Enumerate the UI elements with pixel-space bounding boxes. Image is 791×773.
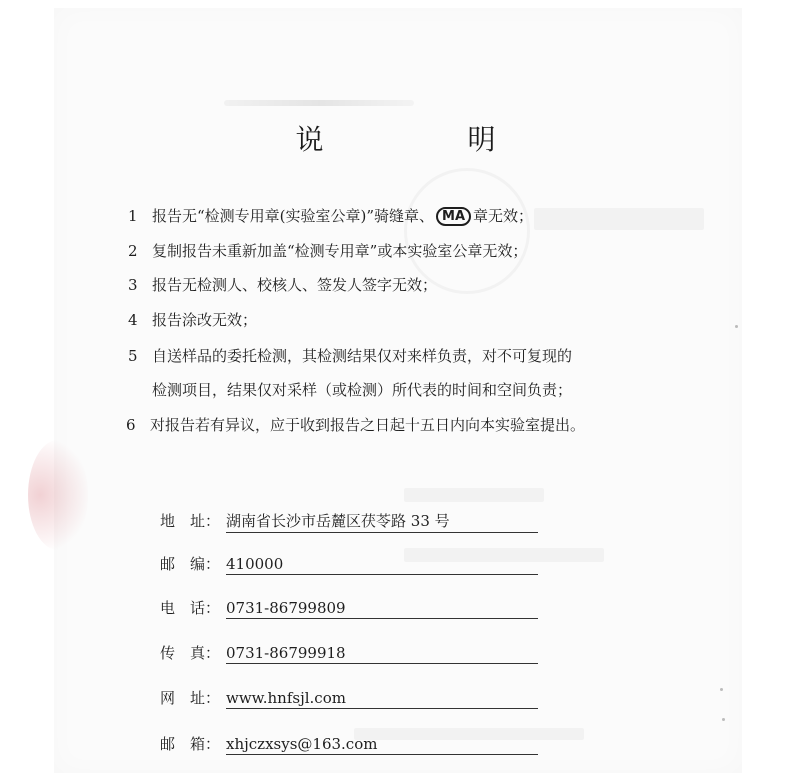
contact-postcode (160, 553, 538, 575)
bleed-through-mark (224, 100, 414, 106)
contact-label: 网 址： (160, 689, 221, 707)
note-item-3 (128, 274, 437, 295)
contact-address (160, 510, 538, 533)
note-text: 对报告若有异议，应于收到报告之日起十五日内向本实验室提出。 (150, 416, 586, 434)
contact-value: 0731-86799809 (226, 599, 538, 619)
note-number: 1 (128, 207, 138, 225)
note-text-suffix: 章无效； (473, 207, 534, 225)
note-number: 5 (128, 347, 138, 365)
scan-speck (720, 688, 723, 691)
note-item-1 (128, 205, 533, 226)
contact-label: 电 话： (160, 599, 221, 617)
page-title: 说 明 (295, 123, 554, 156)
contact-value: 0731-86799918 (226, 644, 538, 664)
note-text: 报告涂改无效； (152, 311, 258, 329)
contact-value: 410000 (226, 555, 538, 575)
note-text: 自送样品的委托检测，其检测结果仅对来样负责，对不可复现的 (152, 347, 573, 365)
cma-mark-icon: MA (436, 207, 471, 226)
note-number: 4 (128, 311, 138, 329)
contact-value: www.hnfsjl.com (226, 689, 538, 709)
note-text: 报告无检测人、校核人、签发人签字无效； (152, 276, 438, 294)
contact-phone (160, 597, 538, 619)
red-seal-stamp-edge (28, 440, 88, 550)
contact-value: 湖南省长沙市岳麓区茯苓路 33 号 (226, 510, 538, 533)
note-item-5-continuation (152, 379, 572, 400)
contact-label: 传 真： (160, 644, 221, 662)
contact-label: 地 址： (160, 512, 221, 530)
contact-website (160, 687, 538, 709)
contact-email (160, 733, 538, 755)
contact-fax (160, 642, 538, 664)
bleed-through-text (404, 488, 544, 502)
note-number: 6 (126, 416, 136, 434)
note-number: 2 (128, 242, 138, 260)
note-item-4 (128, 309, 257, 330)
note-item-2 (128, 240, 527, 261)
note-text: 报告无“检测专用章(实验室公章)”骑缝章、 (152, 207, 435, 225)
scan-speck (722, 718, 725, 721)
contact-label: 邮 编： (160, 555, 221, 573)
contact-value: xhjczxsys@163.com (226, 735, 538, 755)
note-item-6 (126, 414, 585, 435)
note-text: 复制报告未重新加盖“检测专用章”或本实验室公章无效； (152, 242, 528, 260)
note-number: 3 (128, 276, 138, 294)
note-item-5 (128, 345, 572, 366)
note-text: 检测项目，结果仅对采样（或检测）所代表的时间和空间负责； (152, 381, 573, 399)
contact-label: 邮 箱： (160, 735, 221, 753)
bleed-through-text (534, 208, 704, 230)
scan-speck (735, 325, 738, 328)
